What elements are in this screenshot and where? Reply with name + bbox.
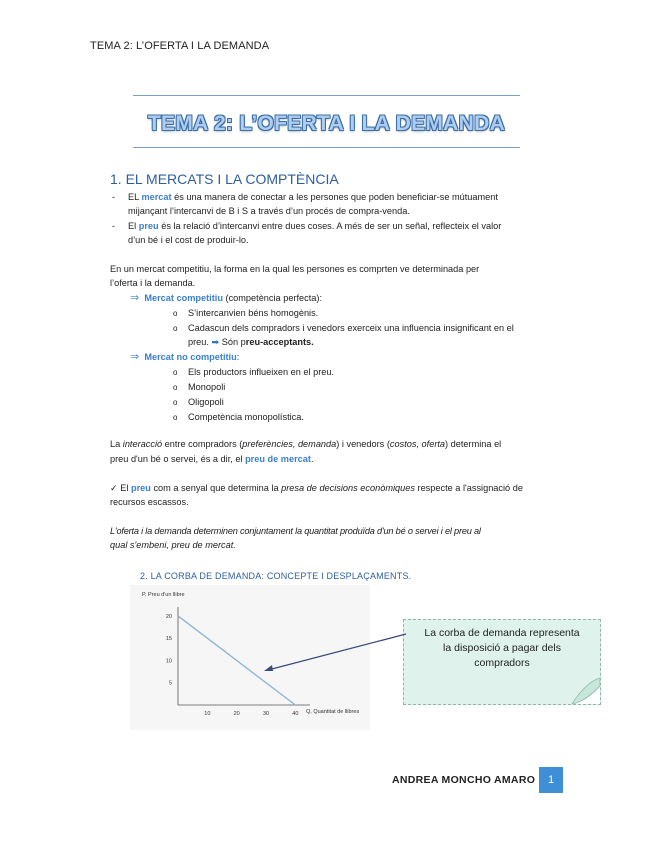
comp-bullet2-line2: preu. ➡ Són preu-acceptants.: [188, 337, 314, 347]
noncomp-item-2: Oligopoli: [188, 397, 224, 407]
footer-author: ANDREA MONCHO AMARO: [392, 774, 536, 786]
item2-dash: -: [112, 221, 116, 231]
comp-bullet1: S’intercanvien béns homogènis.: [188, 308, 319, 318]
note-line1: La corba de demanda representa: [424, 627, 580, 639]
noncomp-heading: ⇒ Mercat no competitiu:: [130, 351, 240, 363]
arrow-right-icon: ⇒: [130, 351, 140, 363]
noncomp-item-0: Els productors influeixen en el preu.: [188, 367, 335, 377]
para3-line2: recursos escassos.: [110, 497, 189, 507]
y-tick-label: 5: [168, 680, 172, 687]
comp-bullet1-icon: o: [173, 309, 178, 318]
para2-line1: La interacció entre compradors (preferències, demanda) i venedors (costos, oferta) determina el: [110, 439, 502, 449]
y-tick-label: 20: [165, 613, 172, 620]
kw-mercat: mercat: [141, 192, 172, 202]
x-axis-label: Q, Quantitat de llibres: [306, 709, 360, 715]
kw-preu: preu: [138, 221, 159, 231]
x-tick-label: 40: [292, 711, 299, 717]
x-tick-label: 10: [204, 711, 211, 717]
note-line3: compradors: [474, 657, 530, 669]
arrow-right-icon: ⇒: [130, 292, 140, 304]
y-axis-label: P, Preu d'un llibre: [142, 592, 185, 598]
item1-dash: -: [112, 192, 116, 202]
comp-heading: ⇒ Mercat competitiu (competència perfecta):: [130, 292, 323, 304]
x-tick-label: 20: [233, 711, 240, 717]
para1-line1: En un mercat competitiu, la forma en la qual les persones es comprten ve determinada per: [110, 264, 480, 274]
item1-line2: mijançant l’intercanvi de B i S a través d’un procés de compra-venda.: [128, 206, 410, 216]
note-line2: la disposició a pagar dels: [443, 642, 561, 654]
arrow-icon: ➡: [211, 337, 220, 347]
document-title: TEMA 2: L’OFERTA I LA DEMANDA: [147, 112, 506, 135]
x-tick-label: 30: [262, 711, 270, 717]
para4-line2: qual s'embeni, preu de mercat.: [110, 540, 236, 550]
item2-line2: d’un bé i el cost de produir-lo.: [128, 235, 249, 245]
note-pointer-arrow-icon: [260, 630, 410, 675]
kw-preu-de-mercat: preu de mercat: [245, 454, 311, 464]
check-icon: ✓: [110, 483, 118, 493]
item1-line1: EL mercat és una manera de conectar a les persones que poden beneficiar-se mútuament: [128, 192, 498, 202]
y-tick-label: 15: [165, 636, 172, 643]
section2-heading: 2. LA CORBA DE DEMANDA: CONCEPTE I DESPLAÇAMENTS.: [140, 571, 412, 581]
section1-heading: 1. EL MERCATS I LA COMPTÈNCIA: [110, 171, 339, 187]
para2-line2: preu d'un bé o servei, és a dir, el preu de mercat.: [110, 454, 314, 464]
para3-line1: ✓ El preu com a senyal que determina la presa de decisions econòmiques respecte a l'assignació de: [110, 483, 523, 493]
title-bottom-rule: [133, 147, 520, 148]
item2-line1: El preu és la relació d’intercanvi entre dues coses. A més de ser un señal, reflecteix el valor: [128, 221, 502, 231]
comp-bullet2-icon: o: [173, 324, 178, 333]
y-tick-label: 10: [165, 658, 172, 665]
noncomp-bullet-icon: o: [173, 413, 178, 422]
page-header: TEMA 2: L’OFERTA I LA DEMANDA: [90, 40, 270, 52]
noncomp-bullet-icon: o: [173, 398, 178, 407]
comp-bullet2: Cadascun dels compradors i venedors exerceix una influencia insignificant en el: [188, 323, 514, 333]
noncomp-bullet-icon: o: [173, 383, 178, 392]
para1-line2: l’oferta i la demanda.: [110, 278, 196, 288]
noncomp-bullet-icon: o: [173, 368, 178, 377]
page-number-badge: 1: [539, 767, 563, 793]
para4-line1: L'oferta i la demanda determinen conjuntament la quantitat produïda d'un bé o servei i el preu al: [110, 526, 481, 536]
noncomp-item-1: Monopoli: [188, 382, 226, 392]
noncomp-item-3: Competència monopolística.: [188, 412, 304, 422]
title-top-rule: [133, 95, 520, 96]
note-curl-icon: [564, 672, 600, 704]
